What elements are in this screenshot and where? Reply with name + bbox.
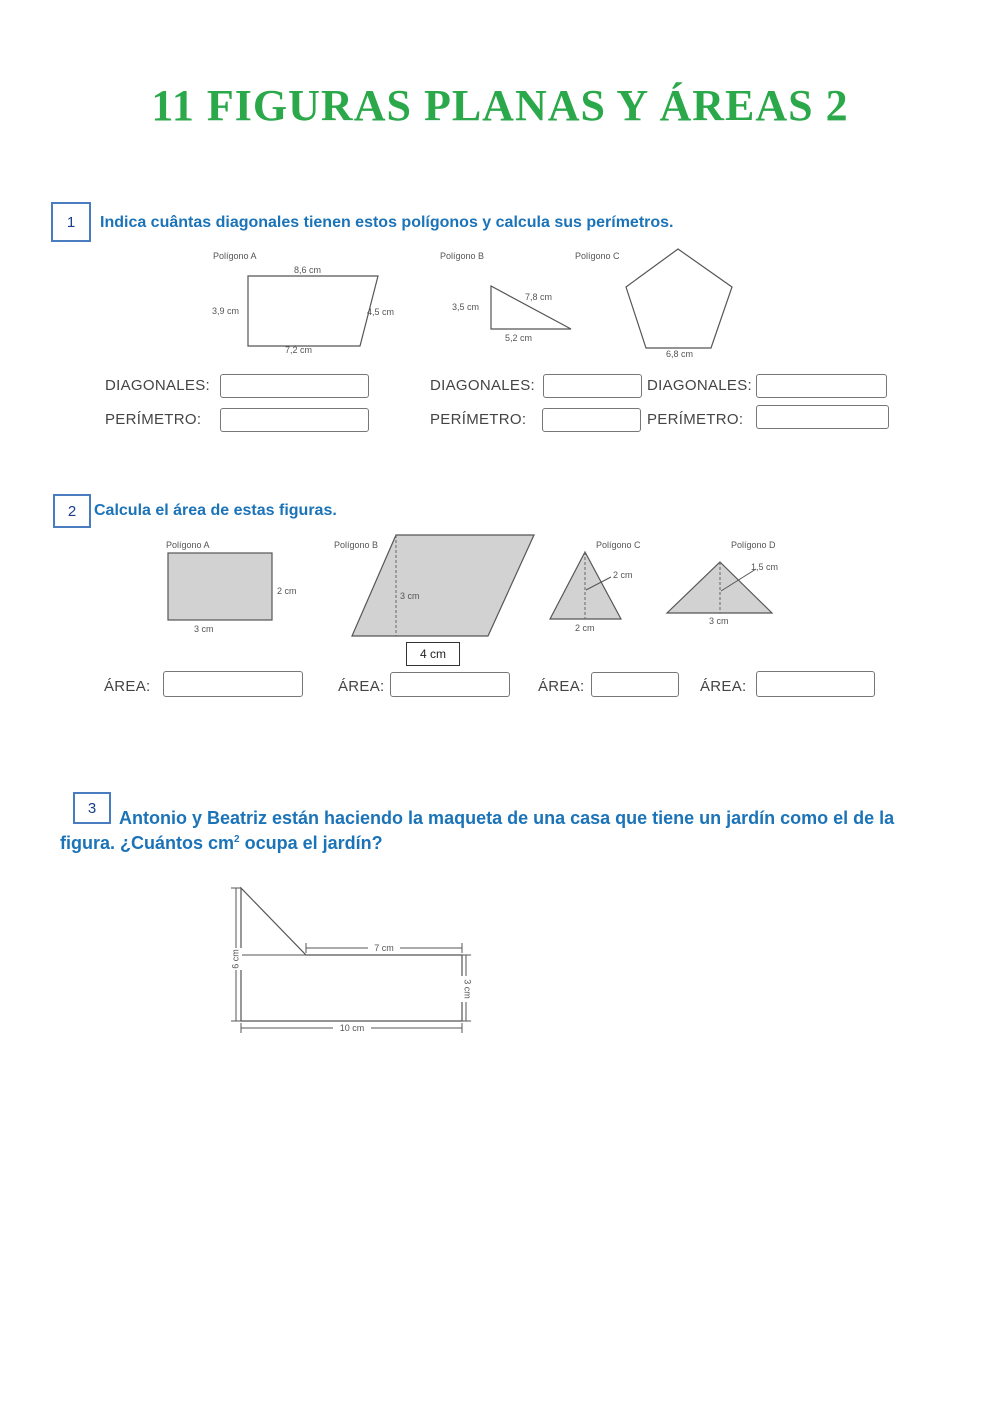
ex1-c-diagonales-input[interactable] xyxy=(756,374,887,398)
ex1-a-perimetro-input[interactable] xyxy=(220,408,369,432)
ex1-polygon-a-bottom: 7,2 cm xyxy=(285,345,313,355)
ex2-polygon-c-height: 2 cm xyxy=(613,570,633,580)
ex1-polygon-a-top: 8,6 cm xyxy=(294,265,322,275)
ex2-b-area-input[interactable] xyxy=(390,672,510,697)
exercise-2-figures xyxy=(0,530,1000,640)
ex1-polygon-a-caption: Polígono A xyxy=(213,251,257,261)
exercise-3-superscript: 2 xyxy=(234,834,240,845)
ex1-b-perimetro-label: PERÍMETRO: xyxy=(430,411,527,428)
ex2-polygon-a-height: 2 cm xyxy=(277,586,297,596)
ex2-polygon-a-base: 3 cm xyxy=(194,624,214,634)
ex2-a-area-label: ÁREA: xyxy=(104,678,151,695)
ex2-polygon-d-height: 1,5 cm xyxy=(751,562,779,572)
ex2-polygon-c-caption: Polígono C xyxy=(596,540,641,550)
ex2-polygon-a-shape xyxy=(168,553,272,620)
ex2-polygon-d-base: 3 cm xyxy=(709,616,729,626)
ex1-polygon-c-side: 6,8 cm xyxy=(666,349,694,359)
ex1-b-diagonales-input[interactable] xyxy=(543,374,642,398)
ex2-polygon-b-shape xyxy=(352,535,534,636)
ex1-polygon-c-caption: Polígono C xyxy=(575,251,620,261)
ex2-polygon-d-caption: Polígono D xyxy=(731,540,776,550)
ex1-b-perimetro-input[interactable] xyxy=(542,408,641,432)
exercise-3-text-end: ocupa el jardín? xyxy=(239,833,383,853)
ex1-polygon-a-right: 4,5 cm xyxy=(367,307,395,317)
ex2-d-area-input[interactable] xyxy=(756,671,875,697)
ex2-b-area-label: ÁREA: xyxy=(338,678,385,695)
exercise-1-figures xyxy=(0,240,1000,365)
ex1-a-diagonales-input[interactable] xyxy=(220,374,369,398)
ex1-polygon-c-shape xyxy=(626,249,732,348)
exercise-1-instruction: Indica cuântas diagonales tienen estos polígonos y calcula sus perímetros. xyxy=(100,214,674,231)
exercise-3-text-main: Antonio y Beatriz están haciendo la maqueta de una casa que tiene un jardín como el de la figura. ¿Cuántos cm xyxy=(60,808,895,853)
ex1-b-diagonales-label: DIAGONALES: xyxy=(430,377,535,394)
exercise-3-text xyxy=(60,808,950,854)
page-title: 11 FIGURAS PLANAS Y ÁREAS 2 xyxy=(151,81,849,130)
ex1-c-perimetro-input[interactable] xyxy=(756,405,889,429)
ex2-polygon-b-height: 3 cm xyxy=(400,591,420,601)
ex1-c-perimetro-label: PERÍMETRO: xyxy=(647,411,744,428)
ex2-c-area-input[interactable] xyxy=(591,672,679,697)
ex1-polygon-b-hyp: 7,8 cm xyxy=(525,292,553,302)
ex1-polygon-b-left: 3,5 cm xyxy=(452,302,480,312)
ex2-d-area-label: ÁREA: xyxy=(700,678,747,695)
ex2-polygon-c-base: 2 cm xyxy=(575,623,595,633)
ex1-polygon-a-shape xyxy=(248,276,378,346)
ex2-a-area-input[interactable] xyxy=(163,671,303,697)
ex1-polygon-b-caption: Polígono B xyxy=(440,251,485,261)
exercise-2-number: 2 xyxy=(53,494,91,528)
ex1-polygon-a-left: 3,9 cm xyxy=(212,306,240,316)
ex2-polygon-b-caption: Polígono B xyxy=(334,540,379,550)
exercise-1-number: 1 xyxy=(51,202,91,242)
ex1-c-diagonales-label: DIAGONALES: xyxy=(647,377,752,394)
exercise-2-instruction: Calcula el área de estas figuras. xyxy=(94,502,337,519)
exercise-3-number: 3 xyxy=(73,792,111,824)
ex2-polygon-b-base-box: 4 cm xyxy=(406,642,460,666)
ex1-a-perimetro-label: PERÍMETRO: xyxy=(105,411,202,428)
ex3-right-dim: 3 cm xyxy=(462,979,473,999)
ex1-polygon-b-base: 5,2 cm xyxy=(505,333,533,343)
ex3-top-dim: 7 cm xyxy=(374,943,394,953)
ex1-a-diagonales-label: DIAGONALES: xyxy=(105,377,210,394)
ex3-left-dim: 6 cm xyxy=(230,949,241,969)
exercise-3-figure xyxy=(200,880,500,1050)
ex2-polygon-a-caption: Polígono A xyxy=(166,540,210,550)
ex3-bottom-dim: 10 cm xyxy=(339,1023,365,1033)
ex2-c-area-label: ÁREA: xyxy=(538,678,585,695)
